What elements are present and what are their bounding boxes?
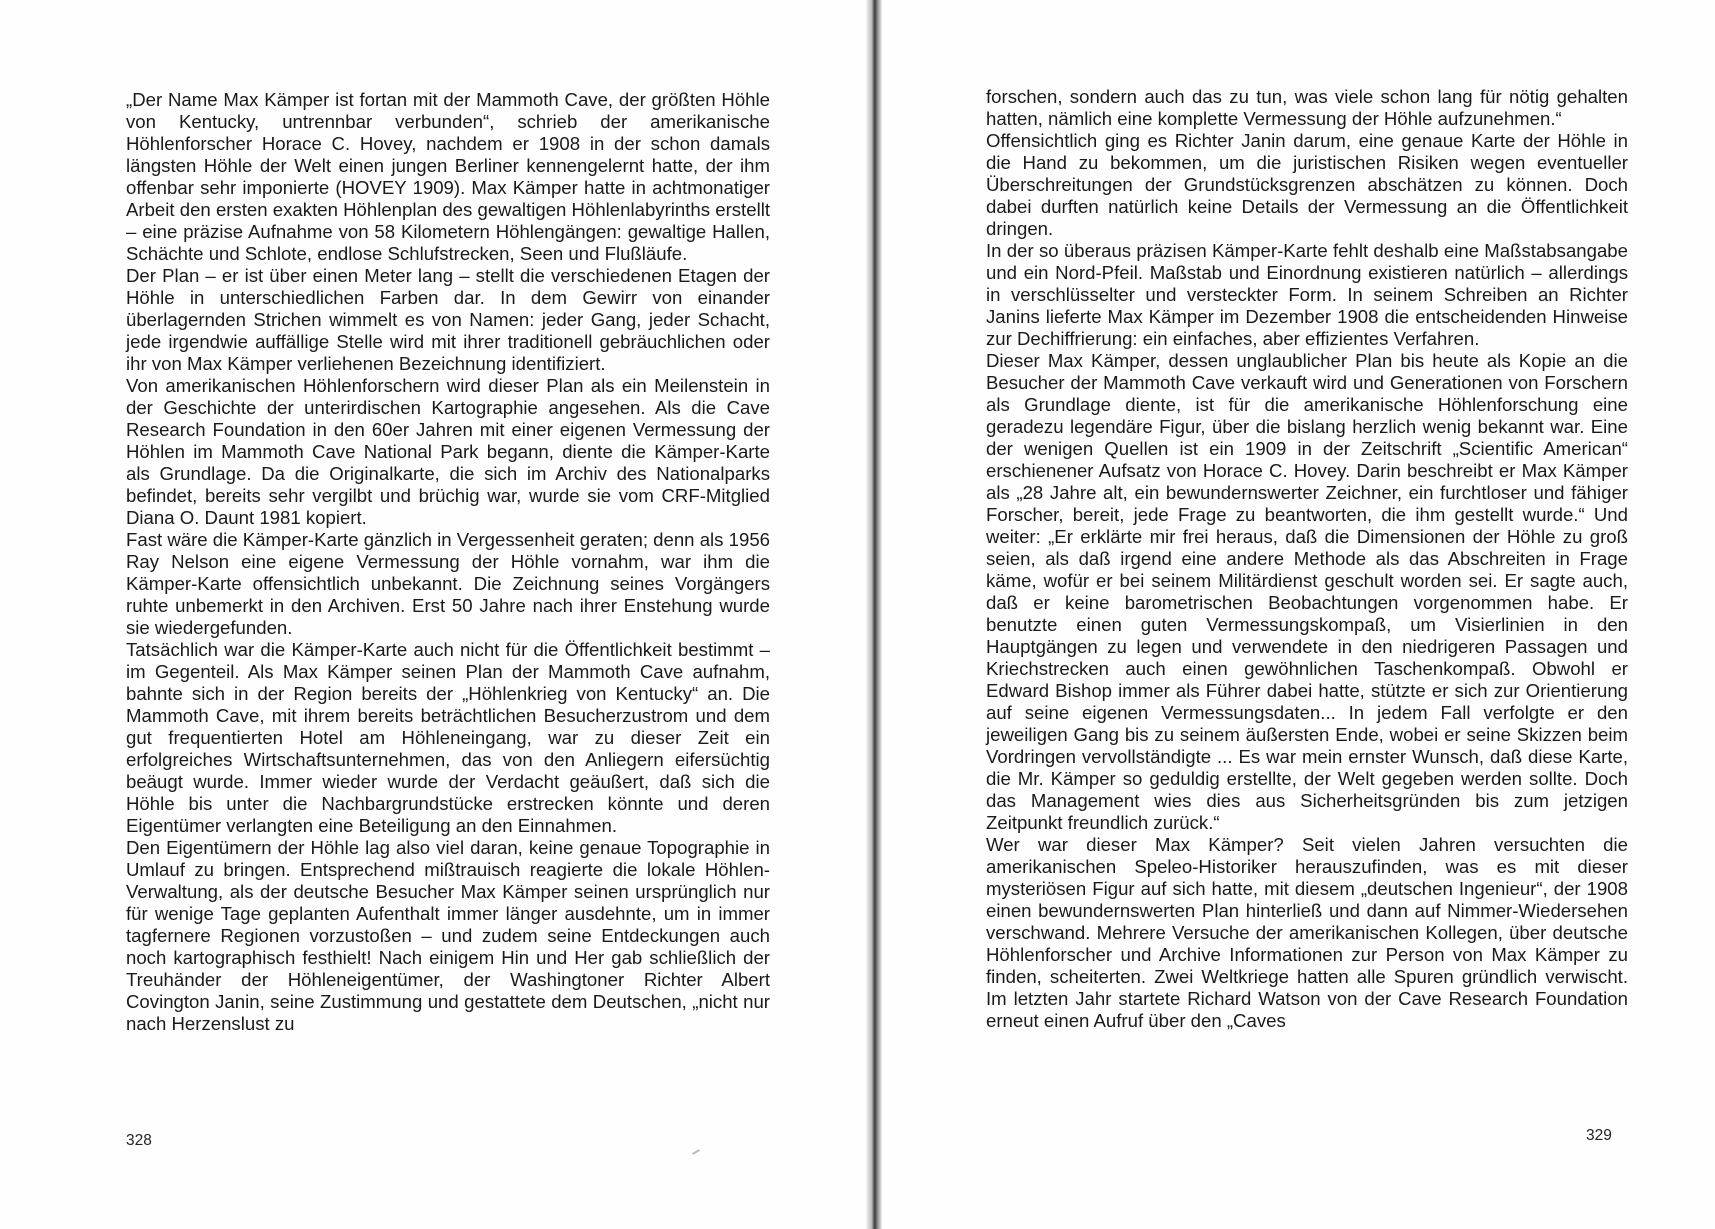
- paragraph: Wer war dieser Max Kämper? Seit vielen Jahren versuchten die amerikanischen Speleo-Historiker herauszufinden, was es mit dieser mysteriösen Figur auf sich hatte, mit diesem „deutschen Ingenieur“, der 1908 einen bewundernswerten Plan hinterließ und dann auf Nimmer-Wiedersehen verschwand. Mehrere Versuche der amerikanischen Kollegen, über deutsche Höhlenforscher und Archive Informationen zur Person von Max Kämper zu finden, scheiterten. Zwei Weltkriege hatten alle Spuren gründlich verwischt. Im letzten Jahr startete Richard Watson von der Cave Research Foundation erneut einen Aufruf über den „Caves: [986, 834, 1628, 1031]
- paragraph: Tatsächlich war die Kämper-Karte auch nicht für die Öffentlichkeit bestimmt – im Gegenteil. Als Max Kämper seinen Plan der Mammoth Cave aufnahm, bahnte sich in der Region bereits der „Höhlenkrieg von Kentucky“ an. Die Mammoth Cave, mit ihrem bereits beträchtlichen Besucherzustrom und dem gut frequentierten Hotel am Höhleneingang, war zu dieser Zeit ein erfolgreiches Wirtschaftsunternehmen, das von den Anliegern eifersüchtig beäugt wurde. Immer wieder wurde der Verdacht geäußert, daß sich die Höhle bis unter die Nachbargrundstücke erstrecken könnte und deren Eigentümer verlangten eine Beteiligung an den Einnahmen.: [126, 639, 770, 836]
- paragraph: Dieser Max Kämper, dessen unglaublicher Plan bis heute als Kopie an die Besucher der Mammoth Cave verkauft wird und Generationen von Forschern als Grundlage diente, ist für die amerikanische Höhlenforschung eine geradezu legendäre Figur, über die bislang herzlich wenig bekannt war. Eine der wenigen Quellen ist ein 1909 in der Zeitschrift „Scientific American“ erschienener Aufsatz von Horace C. Hovey. Darin beschreibt er Max Kämper als „28 Jahre alt, ein bewundernswerter Zeichner, ein furchtloser und fähiger Forscher, bereit, jede Frage zu beantworten, die ihm gestellt wurde.“ Und weiter: „Er erklärte mir frei heraus, daß die Dimensionen der Höhle zu groß seien, als daß irgend eine andere Methode als das Abschreiten in Frage käme, wofür er bei seinem Militärdienst geschult worden sei. Er sagte auch, daß er keine barometrischen Beobachtungen vorgenommen habe. Er benutzte einen guten Vermessungskompaß, um Visierlinien in den Hauptgängen zu legen und verwendete in den niedrigeren Passagen und Kriechstrecken auch einen gewöhnlichen Taschenkompaß. Obwohl er Edward Bishop immer als Führer dabei hatte, stützte er sich zur Orientierung auf seine eigenen Vermessungsdaten... In jedem Fall verfolgte er den jeweiligen Gang bis zu seinem äußersten Ende, wobei er seine Skizzen beim Vordringen vervollständigte ... Es war mein ernster Wunsch, daß diese Karte, die Mr. Kämper so geduldig erstellte, der Welt gegeben werden sollte. Doch das Management wies dies aus Sicherheitsgründen bis zum jetzigen Zeitpunkt freundlich zurück.“: [986, 350, 1628, 833]
- page-number: 329: [1586, 1127, 1612, 1144]
- paragraph: Fast wäre die Kämper-Karte gänzlich in Vergessenheit geraten; denn als 1956 Ray Nelson eine eigene Vermessung der Höhle vornahm, war ihm die Kämper-Karte offensichtlich unbekannt. Die Zeichnung seines Vorgängers ruhte unbemerkt in den Archiven. Erst 50 Jahre nach ihrer Enstehung wurde sie wiedergefunden.: [126, 529, 770, 638]
- paragraph: forschen, sondern auch das zu tun, was viele schon lang für nötig gehalten hatten, nämlich eine komplette Vermessung der Höhle aufzunehmen.“: [986, 86, 1628, 129]
- paragraph: In der so überaus präzisen Kämper-Karte fehlt deshalb eine Maßstabsangabe und ein Nord-Pfeil. Maßstab und Einordnung existieren natürlich – allerdings in verschlüsselter und versteckter Form. In seinem Schreiben an Richter Janins lieferte Max Kämper im Dezember 1908 die entscheidenden Hinweise zur Dechiffrierung: ein einfaches, aber effizientes Verfahren.: [986, 240, 1628, 349]
- left-page-body: [126, 89, 770, 1035]
- right-page-body: [986, 86, 1628, 1032]
- paragraph: Der Plan – er ist über einen Meter lang – stellt die verschiedenen Etagen der Höhle in unterschiedlichen Farben dar. In dem Gewirr von einander überlagernden Strichen wimmelt es von Namen: jeder Gang, jeder Schacht, jede irgendwie auffällige Stelle wird mit ihrer traditionell gebräuchlichen oder ihr von Max Kämper verliehenen Bezeichnung identifiziert.: [126, 265, 770, 374]
- paragraph: Den Eigentümern der Höhle lag also viel daran, keine genaue Topographie in Umlauf zu bringen. Entsprechend mißtrauisch reagierte die lokale Höhlen-Verwaltung, als der deutsche Besucher Max Kämper seinen ursprünglich nur für wenige Tage geplanten Aufenthalt immer länger ausdehnte, um in immer tagfernere Regionen vorzustoßen – und zudem seine Entdeckungen auch noch kartographisch festhielt! Nach einigem Hin und Her gab schließlich der Treuhänder der Höhleneigentümer, der Washingtoner Richter Albert Covington Janin, seine Zustimmung und gestattete dem Deutschen, „nicht nur nach Herzenslust zu: [126, 837, 770, 1034]
- right-page: [882, 0, 1715, 1229]
- page-number: 328: [126, 1132, 152, 1149]
- book-gutter: [866, 0, 882, 1229]
- paper-speck: [692, 1149, 700, 1155]
- paragraph: Von amerikanischen Höhlenforschern wird dieser Plan als ein Meilenstein in der Geschichte der unterirdischen Kartographie angesehen. Als die Cave Research Foundation in den 60er Jahren mit einer eigenen Vermessung der Höhlen im Mammoth Cave National Park begann, diente die Kämper-Karte als Grundlage. Da die Originalkarte, die sich im Archiv des Nationalparks befindet, bereits sehr vergilbt und brüchig war, wurde sie vom CRF-Mitglied Diana O. Daunt 1981 kopiert.: [126, 375, 770, 528]
- paragraph: Offensichtlich ging es Richter Janin darum, eine genaue Karte der Höhle in die Hand zu bekommen, um die juristischen Risiken wegen eventueller Überschreitungen der Grundstücksgrenzen abschätzen zu können. Doch dabei durften natürlich keine Details der Vermessung an die Öffentlichkeit dringen.: [986, 130, 1628, 239]
- paragraph: „Der Name Max Kämper ist fortan mit der Mammoth Cave, der größten Höhle von Kentucky, untrennbar verbunden“, schrieb der amerikanische Höhlenforscher Horace C. Hovey, nachdem er 1908 in der schon damals längsten Höhle der Welt einen jungen Berliner kennengelernt hatte, der ihm offenbar sehr imponierte (HOVEY 1909). Max Kämper hatte in achtmonatiger Arbeit den ersten exakten Höhlenplan des gewaltigen Höhlenlabyrinths erstellt – eine präzise Aufnahme von 58 Kilometern Höhlengängen: gewaltige Hallen, Schächte und Schlote, endlose Schlufstrecken, Seen und Flußläufe.: [126, 89, 770, 264]
